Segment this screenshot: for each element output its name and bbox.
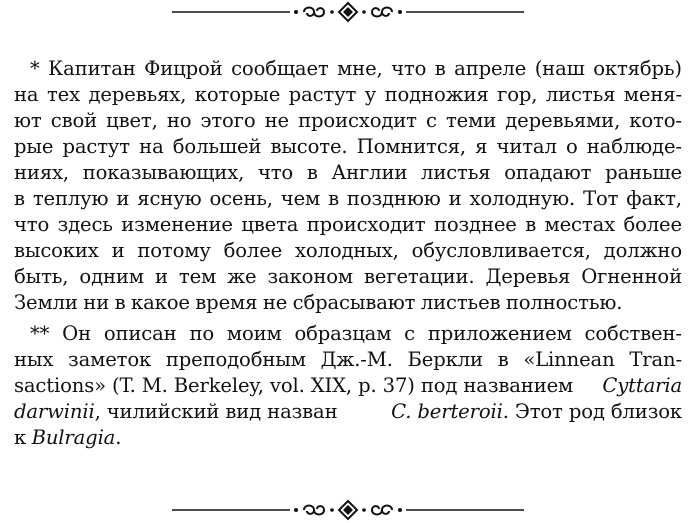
word: и (116, 187, 130, 210)
word: ясную (137, 187, 202, 210)
word: не (264, 109, 289, 132)
word: изменение (121, 213, 233, 236)
word: в (328, 187, 339, 210)
word: деревьях, (88, 83, 187, 106)
text-line (14, 347, 682, 373)
species-name: darwinii, чилийский вид назван (14, 400, 338, 423)
word: Англии (331, 161, 408, 184)
word: Беркли (407, 348, 483, 371)
word: более (223, 239, 283, 262)
word: цвет, (106, 109, 158, 132)
word: меня- (623, 83, 682, 106)
word: не (262, 291, 288, 314)
word: что (391, 57, 427, 80)
word: факт, (626, 187, 682, 210)
text-line (14, 238, 682, 264)
word: «Linnean (523, 348, 615, 371)
word: холодную. (469, 187, 576, 210)
word: что (257, 161, 294, 184)
word: листья (545, 83, 616, 106)
text-line (14, 264, 682, 290)
word: какое (130, 291, 190, 314)
word: вегетации. (364, 265, 475, 288)
word: читал (496, 135, 557, 158)
word: и (448, 187, 462, 210)
word: холодных, (294, 239, 399, 262)
word: обусловливается, (411, 239, 591, 262)
word: потому (137, 239, 211, 262)
word: деревьями, (505, 109, 621, 132)
word: должно (603, 239, 682, 262)
word: ных (14, 348, 54, 371)
word: в (434, 57, 446, 80)
word: гор, (497, 83, 538, 106)
word: ниях, (14, 161, 70, 184)
word: у (364, 83, 377, 106)
word: происходит (298, 109, 417, 132)
word: Дж.-М. (320, 348, 393, 371)
word: время (195, 291, 258, 314)
text-line (14, 134, 682, 160)
text-line (14, 399, 682, 425)
word: и (154, 265, 168, 288)
text-line (14, 82, 682, 108)
top-ornament (172, 1, 524, 23)
word: раньше (605, 161, 682, 184)
word: в (306, 161, 318, 184)
word: рые (14, 135, 54, 158)
word: растут (288, 83, 357, 106)
footnote-1 (14, 56, 682, 316)
word: которые (194, 83, 281, 106)
word: по (189, 322, 214, 345)
bottom-ornament (172, 499, 524, 521)
text-line (14, 160, 682, 186)
word: листьев (420, 291, 501, 314)
word: сбрасывают (292, 291, 416, 314)
word: Он (62, 322, 91, 345)
text-line (14, 321, 682, 347)
word: чем (280, 187, 321, 210)
word: кото- (629, 109, 682, 132)
word: теми (445, 109, 497, 132)
word: сообщает (231, 57, 329, 80)
text-segment: sactions» (T. M. Berkeley, vol. XIX, p. 37) под названием (14, 374, 574, 397)
word: апреле (454, 57, 527, 80)
word: что (14, 213, 50, 236)
word: ют (14, 109, 42, 132)
word: и (111, 239, 125, 262)
word: на (139, 135, 164, 158)
word: тех (46, 83, 80, 106)
word: Деревья (485, 265, 571, 288)
text-line (14, 56, 682, 82)
word: мне, (337, 57, 383, 80)
word: более (623, 213, 682, 236)
word: ни (83, 291, 110, 314)
word: Tran- (629, 348, 682, 371)
word: * (30, 57, 40, 80)
word: одним (79, 265, 144, 288)
species-name: Cyttaria (602, 374, 682, 397)
word: октябрь) (593, 57, 682, 80)
word: на (14, 83, 39, 106)
word: наблюде- (586, 135, 682, 158)
word: опадают (504, 161, 592, 184)
word: но (166, 109, 192, 132)
word: Фицрой (144, 57, 223, 80)
text-line (14, 425, 682, 451)
word: показывающих, (82, 161, 245, 184)
word: большей (172, 135, 262, 158)
word: теплую (32, 187, 109, 210)
word: цвета (241, 213, 299, 236)
word: Помнится, (356, 135, 466, 158)
word: я (475, 135, 488, 158)
word: приложением (427, 322, 572, 345)
text-line (14, 373, 682, 399)
word: быть, (14, 265, 69, 288)
word: Тот (583, 187, 619, 210)
word: в (525, 213, 537, 236)
word: высоте. (270, 135, 348, 158)
word: позднюю (346, 187, 441, 210)
text-segment: к (14, 426, 27, 449)
word: ** (30, 322, 50, 345)
word: свой (50, 109, 98, 132)
word: (наш (534, 57, 585, 80)
text-line (14, 186, 682, 212)
word: о (565, 135, 578, 158)
species-name: C. berteroii. Этот род близок (391, 400, 682, 423)
word: здесь (57, 213, 113, 236)
page-text (14, 56, 682, 451)
word: преподобным (165, 348, 306, 371)
word: Огненной (581, 265, 682, 288)
scroll-ornament-icon (172, 499, 524, 521)
word: осень, (209, 187, 273, 210)
word: Земли (14, 291, 78, 314)
text-line (14, 108, 682, 134)
word: в (114, 291, 126, 314)
word: заметок (68, 348, 152, 371)
word: с (404, 322, 415, 345)
word: полностью. (505, 291, 623, 314)
word: этого (200, 109, 256, 132)
word: с (426, 109, 437, 132)
word: в (14, 187, 25, 210)
word: же (227, 265, 257, 288)
word: законом (267, 265, 353, 288)
word: образцам (294, 322, 392, 345)
word: описан (103, 322, 177, 345)
word: Капитан (48, 57, 136, 80)
text-line (14, 212, 682, 238)
word: листья (421, 161, 491, 184)
word: растут (62, 135, 130, 158)
word: собствен- (584, 322, 682, 345)
word: в (497, 348, 509, 371)
word: позднее (433, 213, 517, 236)
text-line (14, 290, 682, 316)
scroll-ornament-icon (172, 1, 524, 23)
word: происходит (306, 213, 426, 236)
word: высоких (14, 239, 99, 262)
genus-name: Bulragia. (31, 426, 122, 449)
footnote-2 (14, 321, 682, 451)
word: моим (226, 322, 282, 345)
word: местах (544, 213, 615, 236)
word: тем (178, 265, 217, 288)
word: подножия (384, 83, 489, 106)
